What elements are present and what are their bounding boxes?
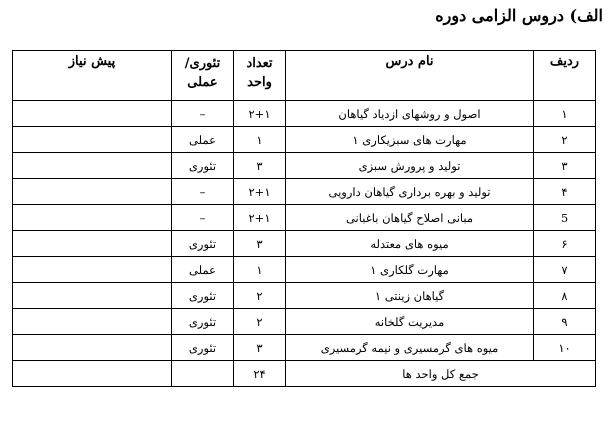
- cell-prerequisite: [13, 127, 172, 153]
- cell-prerequisite: [13, 257, 172, 283]
- cell-course-name: مهارت گلکاری ۱: [286, 257, 534, 283]
- cell-units: ۳: [234, 153, 286, 179]
- cell-units: ۳: [234, 335, 286, 361]
- cell-type: تئوری: [172, 309, 234, 335]
- cell-prerequisite: [13, 309, 172, 335]
- cell-radif: ۴: [534, 179, 596, 205]
- header-radif: ردیف: [534, 51, 596, 101]
- cell-type: عملی: [172, 127, 234, 153]
- table-row: [13, 205, 596, 231]
- cell-type: تئوری: [172, 335, 234, 361]
- cell-prerequisite: [13, 179, 172, 205]
- cell-prerequisite: [13, 101, 172, 127]
- cell-units: ۲+۱: [234, 101, 286, 127]
- table-row: [13, 257, 596, 283]
- cell-radif: ۶: [534, 231, 596, 257]
- cell-type: –: [172, 101, 234, 127]
- header-units-line1: تعداد: [246, 56, 273, 71]
- table-row: [13, 231, 596, 257]
- header-type: [172, 51, 234, 101]
- header-prerequisite: پیش نیاز: [13, 51, 172, 101]
- cell-course-name: تولید و پرورش سبزی: [286, 153, 534, 179]
- cell-radif: ۹: [534, 309, 596, 335]
- cell-type: تئوری: [172, 231, 234, 257]
- cell-prerequisite: [13, 335, 172, 361]
- cell-course-name: مهارت های سبزیکاری ۱: [286, 127, 534, 153]
- cell-course-name: اصول و روشهای ازدیاد گیاهان: [286, 101, 534, 127]
- cell-type: تئوری: [172, 153, 234, 179]
- header-units: [234, 51, 286, 101]
- total-units: ۲۴: [234, 361, 286, 387]
- cell-course-name: تولید و بهره برداری گیاهان دارویی: [286, 179, 534, 205]
- cell-prerequisite: [13, 231, 172, 257]
- cell-radif: ۷: [534, 257, 596, 283]
- header-type-line2: عملی: [187, 75, 218, 90]
- cell-units: ۲: [234, 283, 286, 309]
- cell-course-name: مبانی اصلاح گیاهان باغبانی: [286, 205, 534, 231]
- cell-type: –: [172, 205, 234, 231]
- table-total-row: [13, 361, 596, 387]
- cell-prerequisite: [13, 205, 172, 231]
- cell-units: ۲: [234, 309, 286, 335]
- cell-radif: 5: [534, 205, 596, 231]
- total-label: جمع کل واحد ها: [286, 361, 596, 387]
- cell-course-name: میوه های معتدله: [286, 231, 534, 257]
- cell-radif: ۱۰: [534, 335, 596, 361]
- cell-radif: ۳: [534, 153, 596, 179]
- cell-units: ۲+۱: [234, 205, 286, 231]
- cell-type: عملی: [172, 257, 234, 283]
- cell-units: ۱: [234, 257, 286, 283]
- cell-type: تئوری: [172, 283, 234, 309]
- header-course-name: نام درس: [286, 51, 534, 101]
- cell-prerequisite: [13, 153, 172, 179]
- course-table: [12, 50, 596, 387]
- cell-prerequisite: [13, 283, 172, 309]
- cell-type: –: [172, 179, 234, 205]
- total-type-empty: [172, 361, 234, 387]
- cell-course-name: میوه های گرمسیری و نیمه گرمسیری: [286, 335, 534, 361]
- cell-course-name: مدیریت گلخانه: [286, 309, 534, 335]
- cell-units: ۱: [234, 127, 286, 153]
- table-row: [13, 153, 596, 179]
- cell-radif: ۱: [534, 101, 596, 127]
- table-header-row: [13, 51, 596, 101]
- table-row: [13, 283, 596, 309]
- table-row: [13, 179, 596, 205]
- table-row: [13, 309, 596, 335]
- cell-radif: ۲: [534, 127, 596, 153]
- table-row: [13, 127, 596, 153]
- header-units-line2: واحد: [247, 75, 272, 90]
- cell-units: ۳: [234, 231, 286, 257]
- header-type-line1: تئوری/: [184, 56, 221, 71]
- cell-units: ۲+۱: [234, 179, 286, 205]
- document-title: الف) دروس الزامی دوره: [435, 6, 603, 25]
- cell-radif: ۸: [534, 283, 596, 309]
- total-prereq-empty: [13, 361, 172, 387]
- table-row: [13, 101, 596, 127]
- cell-course-name: گیاهان زینتی ۱: [286, 283, 534, 309]
- table-row: [13, 335, 596, 361]
